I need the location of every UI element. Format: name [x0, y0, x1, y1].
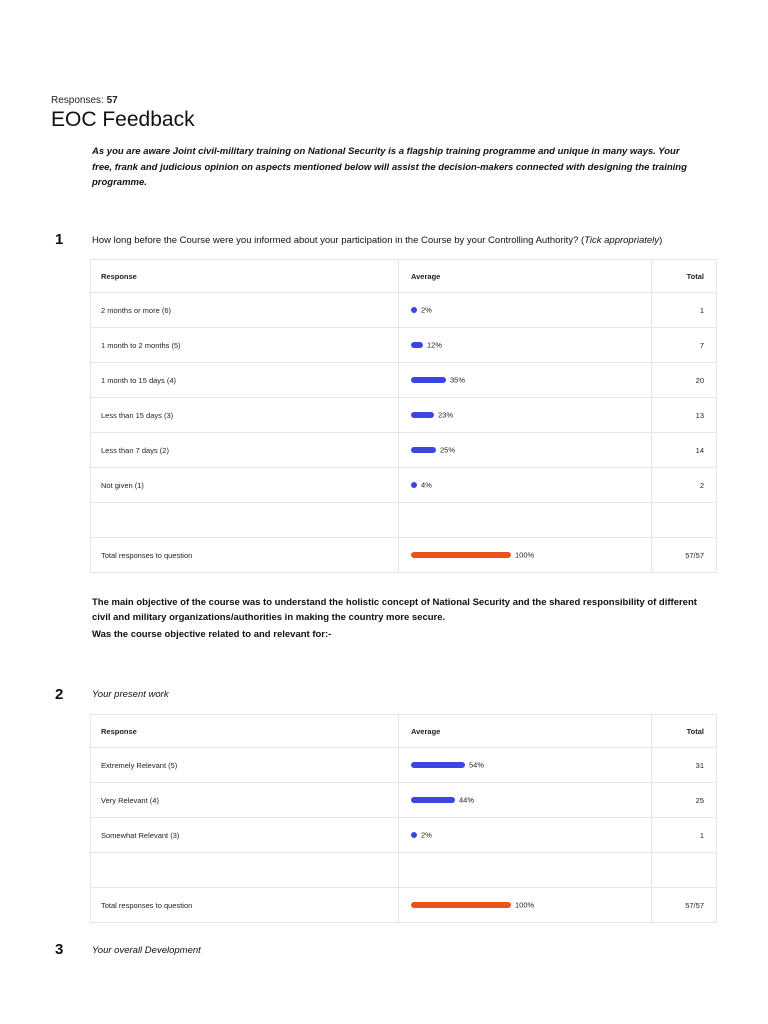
total-count: 1 — [652, 293, 717, 328]
percentage-label: 4% — [421, 480, 432, 490]
table-row — [91, 748, 717, 783]
average-cell — [399, 783, 652, 818]
response-label: 2 months or more (6) — [91, 293, 399, 328]
section-note — [92, 595, 717, 642]
total-count: 31 — [652, 748, 717, 783]
table-row — [91, 363, 717, 398]
total-percentage-bar — [411, 552, 511, 558]
total-row — [91, 888, 717, 923]
percentage-label: 2% — [421, 305, 432, 315]
question-1-number: 1 — [55, 231, 64, 248]
spacer-row — [91, 503, 717, 538]
table-row — [91, 433, 717, 468]
percentage-bar — [411, 482, 417, 488]
column-header-response: Response — [91, 260, 399, 293]
percentage-label: 44% — [459, 795, 475, 805]
percentage-bar — [411, 377, 446, 383]
question-1-text-main: How long before the Course were you informed about your participation in the Course by your Controlling Authority? ( — [92, 235, 585, 246]
percentage-bar — [411, 762, 465, 768]
percentage-label: 12% — [427, 340, 443, 350]
total-percentage-bar — [411, 902, 511, 908]
percentage-bar — [411, 342, 423, 348]
column-header-average: Average — [399, 260, 652, 293]
question-1-table — [90, 259, 717, 573]
table-header-row — [91, 260, 717, 293]
percentage-label: 35% — [450, 375, 466, 385]
question-1-text — [92, 235, 662, 246]
empty-cell — [91, 853, 399, 888]
average-cell — [399, 363, 652, 398]
response-label: 1 month to 2 months (5) — [91, 328, 399, 363]
percentage-label: 100% — [515, 550, 535, 560]
total-count: 13 — [652, 398, 717, 433]
average-cell — [399, 748, 652, 783]
question-1-text-end: ) — [659, 235, 663, 246]
percentage-bar — [411, 447, 436, 453]
intro-text: As you are aware Joint civil-military training on National Security is a flagship training programme and unique in many ways. Your free, frank and judicious opinion on aspects mentioned below will assist the decision-makers connected with designing the training programme. — [92, 146, 687, 188]
percentage-label: 100% — [515, 900, 535, 910]
percentage-bar — [411, 412, 434, 418]
question-3-number: 3 — [55, 941, 64, 958]
empty-cell — [91, 503, 399, 538]
average-cell — [399, 293, 652, 328]
average-cell — [399, 433, 652, 468]
response-label: 1 month to 15 days (4) — [91, 363, 399, 398]
percentage-label: 23% — [438, 410, 454, 420]
table-row — [91, 468, 717, 503]
response-label: Not given (1) — [91, 468, 399, 503]
total-count: 2 — [652, 468, 717, 503]
question-1-text-italic: Tick appropriately — [584, 235, 660, 246]
average-cell — [399, 888, 652, 923]
total-row — [91, 538, 717, 573]
spacer-row — [91, 853, 717, 888]
column-header-average: Average — [399, 715, 652, 748]
question-2-text: Your present work — [92, 689, 169, 700]
response-label: Total responses to question — [91, 538, 399, 573]
question-2-rows — [91, 748, 717, 923]
percentage-bar — [411, 797, 455, 803]
average-cell — [399, 328, 652, 363]
column-header-total: Total — [652, 715, 717, 748]
table-header-row — [91, 715, 717, 748]
table-row — [91, 398, 717, 433]
average-cell — [399, 818, 652, 853]
question-2-table — [90, 714, 717, 923]
empty-cell — [399, 853, 652, 888]
total-count: 57/57 — [652, 538, 717, 573]
table-row — [91, 783, 717, 818]
empty-cell — [652, 503, 717, 538]
total-count: 57/57 — [652, 888, 717, 923]
column-header-response: Response — [91, 715, 399, 748]
response-label: Less than 7 days (2) — [91, 433, 399, 468]
average-cell — [399, 398, 652, 433]
question-2-number: 2 — [55, 686, 64, 703]
response-label: Very Relevant (4) — [91, 783, 399, 818]
response-label: Total responses to question — [91, 888, 399, 923]
average-cell — [399, 468, 652, 503]
section-note-line-1: The main objective of the course was to understand the holistic concept of National Security and the shared responsibility of different civil and military organizations/authorities in making the country more secure. — [92, 597, 697, 623]
table-row — [91, 328, 717, 363]
page-title: EOC Feedback — [51, 108, 195, 131]
empty-cell — [399, 503, 652, 538]
responses-summary — [51, 95, 118, 106]
responses-count: 57 — [106, 95, 118, 106]
response-label: Somewhat Relevant (3) — [91, 818, 399, 853]
total-count: 1 — [652, 818, 717, 853]
response-label: Extremely Relevant (5) — [91, 748, 399, 783]
percentage-label: 25% — [440, 445, 456, 455]
percentage-label: 2% — [421, 830, 432, 840]
average-cell — [399, 538, 652, 573]
response-label: Less than 15 days (3) — [91, 398, 399, 433]
total-count: 20 — [652, 363, 717, 398]
total-count: 25 — [652, 783, 717, 818]
total-count: 7 — [652, 328, 717, 363]
total-count: 14 — [652, 433, 717, 468]
question-3-text: Your overall Development — [92, 945, 201, 956]
percentage-label: 54% — [469, 760, 485, 770]
empty-cell — [652, 853, 717, 888]
table-row — [91, 293, 717, 328]
column-header-total: Total — [652, 260, 717, 293]
section-note-line-2: Was the course objective related to and relevant for:- — [92, 629, 332, 640]
percentage-bar — [411, 307, 417, 313]
responses-label: Responses: — [51, 95, 104, 106]
table-row — [91, 818, 717, 853]
percentage-bar — [411, 832, 417, 838]
question-1-rows — [91, 293, 717, 573]
